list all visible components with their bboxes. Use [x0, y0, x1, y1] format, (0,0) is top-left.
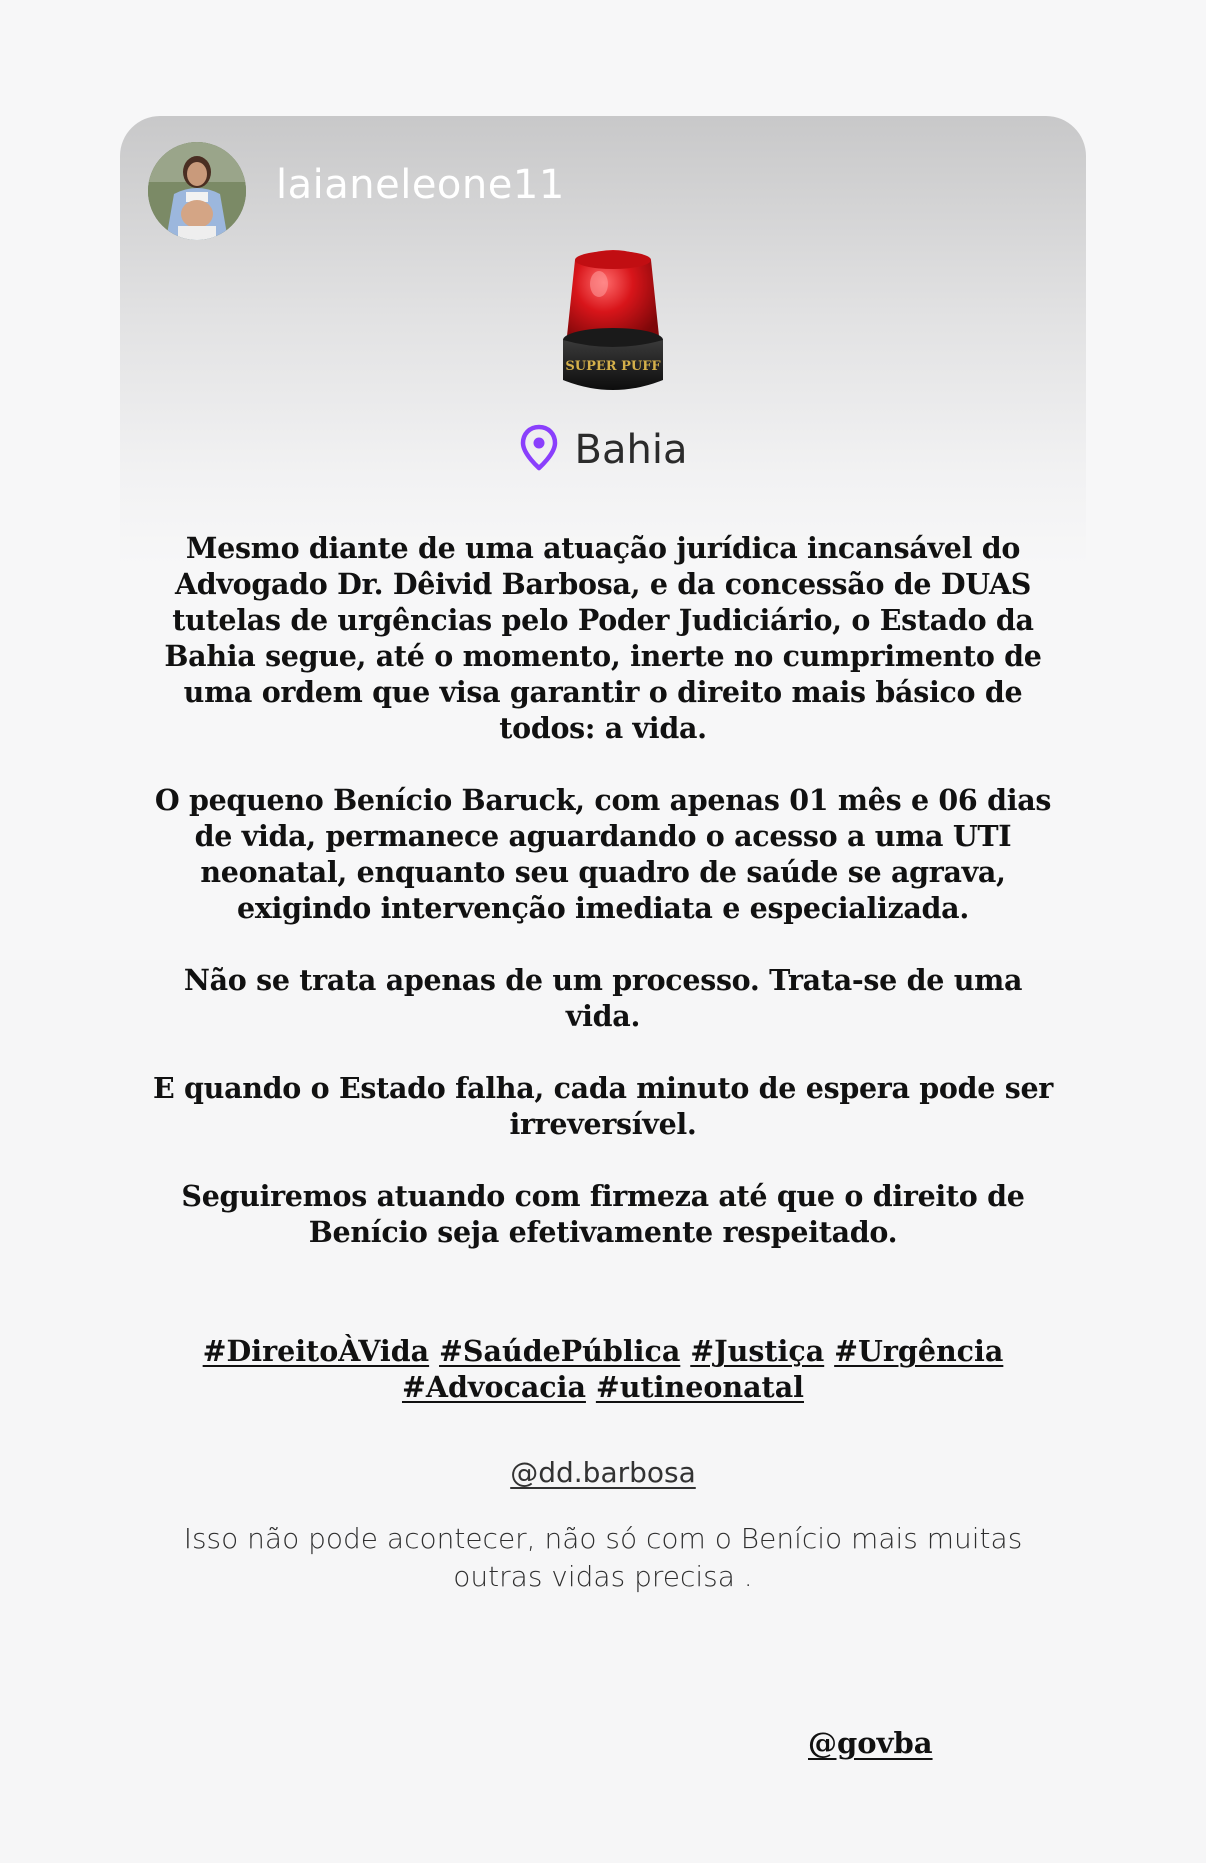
hashtag-direito-a-vida[interactable]: #DireitoÀVida — [202, 1334, 430, 1368]
avatar-photo — [148, 142, 246, 240]
hashtag-advocacia[interactable]: #Advocacia — [401, 1370, 586, 1404]
hashtag-saude-publica[interactable]: #SaúdePública — [439, 1334, 681, 1368]
username[interactable]: laianeleone11 — [276, 162, 565, 208]
gov-mention-sticker[interactable] — [808, 1726, 933, 1760]
location-pin-icon — [519, 424, 559, 476]
hashtag-utineonatal[interactable]: #utineonatal — [595, 1370, 804, 1404]
paragraph: Não se trata apenas de um processo. Trata-se de uma vida. — [183, 963, 1023, 1033]
avatar[interactable] — [148, 142, 246, 240]
story-text — [150, 530, 1056, 1286]
hashtag-list — [150, 1333, 1056, 1405]
gov-mention-label[interactable]: @govba — [808, 1726, 933, 1760]
paragraph: Mesmo diante de uma atuação jurídica incansável do Advogado Dr. Dêivid Barbosa, e da concessão de DUAS tutelas de urgências pelo Poder Judiciário, o Estado da Bahia segue, até o momento, inerte no cumprimento de uma ordem que visa garantir o direito mais básico de todos: a vida. — [164, 531, 1042, 745]
paragraph: Seguiremos atuando com firmeza até que o direito de Benício seja efetivamente respeitado. — [181, 1179, 1025, 1249]
location-label: Bahia — [574, 427, 688, 473]
paragraph: O pequeno Benício Baruck, com apenas 01 mês e 06 dias de vida, permanece aguardando o acesso a uma UTI neonatal, enquanto seu quadro de saúde se agrava, exigindo intervenção imediata e especializada. — [154, 783, 1052, 925]
hashtag-urgencia[interactable]: #Urgência — [834, 1334, 1004, 1368]
location-sticker[interactable] — [0, 424, 1206, 476]
paragraph: E quando o Estado falha, cada minuto de espera pode ser irreversível. — [152, 1071, 1053, 1141]
siren-label: SUPER PUFF — [565, 359, 661, 374]
mention-sticker[interactable] — [0, 1456, 1206, 1489]
siren-sticker — [553, 240, 673, 400]
mention-label[interactable]: @dd.barbosa — [510, 1456, 696, 1489]
caption-text: Isso não pode acontecer, não só com o Benício mais muitas outras vidas precisa . — [183, 1522, 1023, 1593]
hashtag-justica[interactable]: #Justiça — [690, 1334, 825, 1368]
